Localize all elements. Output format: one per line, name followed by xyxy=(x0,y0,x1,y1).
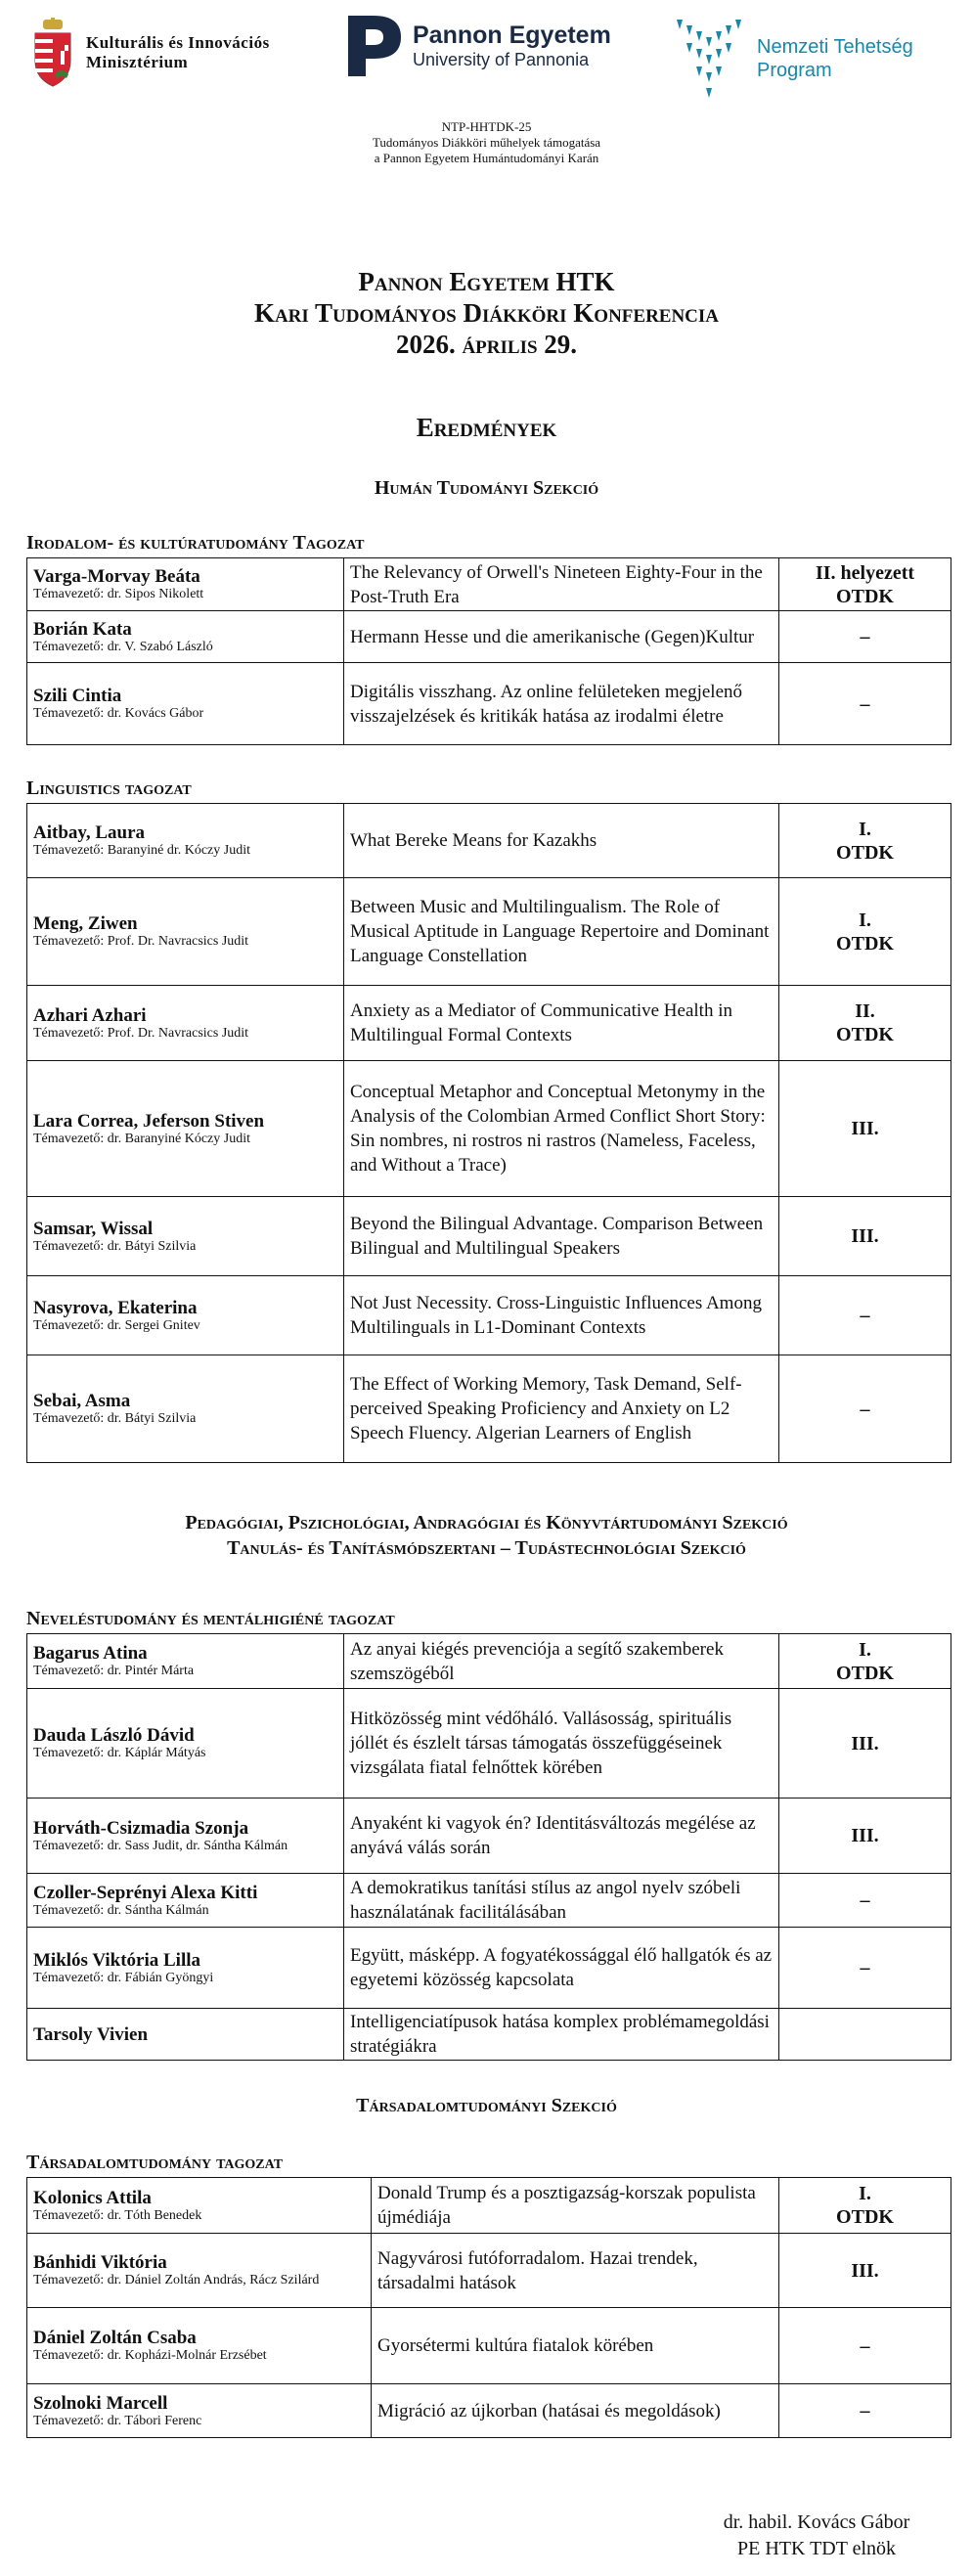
signer-title: PE HTK TDT elnök xyxy=(736,2538,897,2559)
student-name: Miklós Viktória Lilla xyxy=(33,1949,201,1971)
placement-cell xyxy=(779,1355,951,1463)
table-row xyxy=(27,986,951,1061)
ntp-name-line2: Program xyxy=(757,60,832,81)
university-name: Pannon Egyetem xyxy=(413,22,611,49)
table-row xyxy=(27,1799,951,1874)
table-row xyxy=(27,663,951,745)
student-cell xyxy=(27,2178,372,2234)
paper-title: Not Just Necessity. Cross-Linguistic Influences Among Multilinguals in L1-Dominant Contexts xyxy=(344,1276,779,1355)
placement-cell xyxy=(779,2384,951,2438)
placement-cell xyxy=(779,804,951,878)
placement: – xyxy=(860,692,870,715)
paper-title: Anxiety as a Mediator of Communicative Health in Multilingual Formal Contexts xyxy=(344,986,779,1061)
student-cell xyxy=(27,1061,344,1197)
ministry-name-line2: Minisztérium xyxy=(86,53,189,71)
student-name: Dániel Zoltán Csaba xyxy=(33,2328,197,2348)
placement-cell xyxy=(779,2308,951,2384)
placement: III. xyxy=(851,1825,879,1846)
paper-title: Együtt, másképp. A fogyatékossággal élő hallgatók és az egyetemi közösség kapcsolata xyxy=(344,1928,779,2009)
placement-cell xyxy=(779,663,951,745)
ntp-pattern-icon xyxy=(673,14,751,104)
placement-cell xyxy=(779,1928,951,2009)
student-name: Aitbay, Laura xyxy=(33,822,146,843)
ministry-name-line1: Kulturális és Innovációs xyxy=(86,33,270,52)
placement-cell xyxy=(779,986,951,1061)
student-cell xyxy=(27,1276,344,1355)
placement: I. xyxy=(859,909,871,931)
student-cell xyxy=(27,558,344,611)
student-name: Lara Correa, Jeferson Stiven xyxy=(33,1110,265,1132)
student-cell xyxy=(27,2308,372,2384)
paper-title: The Effect of Working Memory, Task Demand, Self-perceived Speaking Proficiency and Anxiety on L2 Speech Fluency. Algerian Learners of English xyxy=(344,1355,779,1463)
student-name: Meng, Ziwen xyxy=(33,913,138,934)
placement-cell xyxy=(779,1874,951,1928)
supervisor-name: Témavezető: dr. Fábián Gyöngyi xyxy=(33,1970,214,1985)
results-table-education xyxy=(26,1633,951,2061)
placement: – xyxy=(860,1889,870,1911)
supervisor-name: Témavezető: dr. Bátyi Szilvia xyxy=(33,1411,197,1426)
placement: III. xyxy=(851,1225,879,1247)
otdk-badge: OTDK xyxy=(836,841,894,864)
supervisor-name: Témavezető: dr. Káplár Mátyás xyxy=(33,1746,206,1760)
student-cell xyxy=(27,2384,372,2438)
placement: III. xyxy=(851,2259,879,2282)
conference-line2: Kari Tudományos Diákköri Konferencia xyxy=(253,298,720,328)
paper-title: Az anyai kiégés prevenciója a segítő szakemberek szemszögéből xyxy=(344,1634,779,1689)
paper-title: Migráció az újkorban (hatásai és megoldások) xyxy=(372,2384,779,2438)
supervisor-name: Témavezető: dr. Sergei Gnitev xyxy=(33,1317,200,1333)
student-name: Czoller-Seprényi Alexa Kitti xyxy=(33,1882,258,1903)
otdk-badge: OTDK xyxy=(836,2206,894,2228)
university-logo xyxy=(344,12,611,80)
student-cell xyxy=(27,986,344,1061)
supervisor-name: Témavezető: dr. V. Szabó László xyxy=(33,639,213,654)
table-row xyxy=(27,804,951,878)
table-row xyxy=(27,2234,951,2308)
student-name: Szili Cintia xyxy=(33,686,122,706)
supervisor-name: Témavezető: dr. Kovács Gábor xyxy=(33,706,204,721)
table-row xyxy=(27,1061,951,1197)
supervisor-name: Témavezető: dr. Bátyi Szilvia xyxy=(33,1238,197,1254)
table-row xyxy=(27,1355,951,1463)
otdk-badge: OTDK xyxy=(836,1024,894,1045)
conference-line1: Pannon Egyetem HTK xyxy=(358,267,615,296)
student-name: Bagarus Atina xyxy=(33,1643,148,1664)
student-name: Dauda László Dávid xyxy=(33,1725,195,1746)
placement: – xyxy=(860,2334,870,2357)
ntp-logo xyxy=(673,14,913,104)
paper-title: Conceptual Metaphor and Conceptual Metonymy in the Analysis of the Colombian Armed Conflict Short Story: Sin nombres, ni rostros ni rastros (Nameless, Faceless, and Without a Trace) xyxy=(344,1061,779,1197)
section-title-pedagogy xyxy=(0,1510,973,1561)
student-name: Sebai, Asma xyxy=(33,1391,131,1411)
placement: I. xyxy=(859,2183,871,2204)
placement: – xyxy=(860,2400,870,2421)
supervisor-name: Témavezető: dr. Sass Judit, dr. Sántha Kálmán xyxy=(33,1838,288,1853)
university-name-en: University of Pannonia xyxy=(413,50,590,69)
student-cell xyxy=(27,1928,344,2009)
results-table-linguistics xyxy=(26,803,951,1463)
signature-block xyxy=(675,2509,958,2562)
student-cell xyxy=(27,2009,344,2061)
table-row xyxy=(27,2009,951,2061)
student-cell xyxy=(27,611,344,663)
otdk-badge: OTDK xyxy=(836,932,894,955)
paper-title: What Bereke Means for Kazakhs xyxy=(344,804,779,878)
supervisor-name: Témavezető: dr. Sántha Kálmán xyxy=(33,1902,209,1918)
table-row xyxy=(27,1874,951,1928)
student-name: Szolnoki Marcell xyxy=(33,2392,168,2414)
group-title-literature: Irodalom- és kultúratudomány Tagozat xyxy=(26,532,365,554)
group-title-social: Társadalomtudomány tagozat xyxy=(26,2152,284,2173)
section-title-social: Társadalomtudományi Szekció xyxy=(356,2095,617,2116)
group-title-education: Neveléstudomány és mentálhigiéné tagozat xyxy=(26,1608,395,1629)
supervisor-name: Témavezető: Prof. Dr. Navracsics Judit xyxy=(33,934,249,949)
student-cell xyxy=(27,1874,344,1928)
grant-info xyxy=(0,119,973,166)
supervisor-name: Témavezető: Prof. Dr. Navracsics Judit xyxy=(33,1025,249,1041)
placement-cell xyxy=(779,2234,951,2308)
section-title-pedagogy-line2: Tanulás- és Tanításmódszertani – Tudástechnológiai Szekció xyxy=(227,1537,746,1559)
results-table-social xyxy=(26,2177,951,2438)
student-name: Samsar, Wissal xyxy=(33,1218,154,1239)
student-name: Azhari Azhari xyxy=(33,1004,147,1026)
paper-title: Hitközösség mint védőháló. Vallásosság, spirituális jóllét és észlelt társas támogatás összefüggéseinek vizsgálata fiatal felnőttek körében xyxy=(344,1689,779,1799)
pannon-p-icon xyxy=(344,12,405,80)
table-row xyxy=(27,2178,951,2234)
student-name: Borián Kata xyxy=(33,618,132,640)
table-row xyxy=(27,1928,951,2009)
grant-title: Tudományos Diákköri műhelyek támogatása xyxy=(372,135,601,150)
conference-title xyxy=(0,266,973,360)
paper-title: Donald Trump és a posztigazság-korszak populista újmédiája xyxy=(372,2178,779,2234)
supervisor-name: Témavezető: Baranyiné dr. Kóczy Judit xyxy=(33,843,250,858)
paper-title: The Relevancy of Orwell's Nineteen Eighty-Four in the Post-Truth Era xyxy=(344,558,779,611)
conference-date: 2026. április 29. xyxy=(395,330,578,359)
placement: – xyxy=(860,1398,870,1420)
ministry-logo xyxy=(31,18,270,88)
paper-title: Nagyvárosi futóforradalom. Hazai trendek, társadalmi hatások xyxy=(372,2234,779,2308)
grant-faculty: a Pannon Egyetem Humántudományi Karán xyxy=(374,151,599,165)
placement-cell xyxy=(779,1276,951,1355)
section-title-human: Humán Tudományi Szekció xyxy=(374,477,599,499)
student-cell xyxy=(27,1689,344,1799)
student-name: Nasyrova, Ekaterina xyxy=(33,1297,198,1318)
supervisor-name: Témavezető: dr. Dániel Zoltán András, Rácz Szilárd xyxy=(33,2273,320,2287)
ntp-name-line1: Nemzeti Tehetség xyxy=(757,36,913,58)
paper-title: Hermann Hesse und die amerikanische (Gegen)Kultur xyxy=(344,611,779,663)
paper-title: A demokratikus tanítási stílus az angol nyelv szóbeli használatának facilitálásában xyxy=(344,1874,779,1928)
placement-cell xyxy=(779,878,951,986)
otdk-badge: OTDK xyxy=(836,1662,894,1684)
grant-code: NTP-HHTDK-25 xyxy=(441,119,532,134)
supervisor-name: Témavezető: dr. Baranyiné Kóczy Judit xyxy=(33,1131,250,1146)
placement: – xyxy=(860,626,870,647)
table-row xyxy=(27,1689,951,1799)
student-name: Bánhidi Viktória xyxy=(33,2252,167,2273)
table-row xyxy=(27,878,951,986)
placement: I. xyxy=(859,818,871,840)
supervisor-name: Témavezető: dr. Tábori Ferenc xyxy=(33,2413,202,2428)
student-cell xyxy=(27,663,344,745)
placement: III. xyxy=(851,1732,879,1754)
table-row xyxy=(27,558,951,611)
supervisor-name: Témavezető: dr. Tóth Benedek xyxy=(33,2207,202,2223)
supervisor-name: Témavezető: dr. Pintér Márta xyxy=(33,1664,195,1678)
placement-cell xyxy=(779,1197,951,1276)
paper-title: Beyond the Bilingual Advantage. Comparison Between Bilingual and Multilingual Speakers xyxy=(344,1197,779,1276)
student-cell xyxy=(27,1634,344,1689)
table-row xyxy=(27,611,951,663)
section-title-pedagogy-line1: Pedagógiai, Pszichológiai, Andragógiai és Könyvtártudományi Szekció xyxy=(185,1512,788,1533)
table-row xyxy=(27,1276,951,1355)
student-cell xyxy=(27,1355,344,1463)
supervisor-name: Témavezető: dr. Kopházi-Molnár Erzsébet xyxy=(33,2348,267,2363)
placement: I. xyxy=(859,1638,871,1661)
table-row xyxy=(27,2308,951,2384)
placement: II. helyezett xyxy=(815,561,915,584)
placement: III. xyxy=(851,1118,879,1139)
table-row xyxy=(27,1634,951,1689)
results-heading: Eredmények xyxy=(416,413,557,442)
placement-cell xyxy=(779,558,951,611)
placement-cell xyxy=(779,2009,951,2061)
otdk-badge: OTDK xyxy=(836,585,894,607)
placement-cell xyxy=(779,1799,951,1874)
results-table-literature xyxy=(26,557,951,745)
student-name: Tarsoly Vivien xyxy=(33,2023,149,2045)
placement-cell xyxy=(779,1061,951,1197)
signer-name: dr. habil. Kovács Gábor xyxy=(723,2511,910,2533)
placement-cell xyxy=(779,1689,951,1799)
placement: – xyxy=(860,1305,870,1326)
paper-title: Gyorsétermi kultúra fiatalok körében xyxy=(372,2308,779,2384)
group-title-linguistics: Linguistics tagozat xyxy=(26,777,192,799)
student-cell xyxy=(27,878,344,986)
student-name: Varga-Morvay Beáta xyxy=(33,566,200,587)
paper-title: Between Music and Multilingualism. The Role of Musical Aptitude in Language Repertoire and Dominant Language Constellation xyxy=(344,878,779,986)
placement: II. xyxy=(855,1000,875,1022)
student-cell xyxy=(27,804,344,878)
placement-cell xyxy=(779,2178,951,2234)
paper-title: Anyaként ki vagyok én? Identitásváltozás megélése az anyává válás során xyxy=(344,1799,779,1874)
hungarian-crest-icon xyxy=(31,18,74,88)
page-header xyxy=(0,8,973,115)
student-cell xyxy=(27,1799,344,1874)
table-row xyxy=(27,2384,951,2438)
placement: – xyxy=(860,1957,870,1978)
table-row xyxy=(27,1197,951,1276)
placement-cell xyxy=(779,1634,951,1689)
student-cell xyxy=(27,1197,344,1276)
supervisor-name: Témavezető: dr. Sipos Nikolett xyxy=(33,587,204,601)
student-name: Kolonics Attila xyxy=(33,2187,152,2208)
student-name: Horváth-Csizmadia Szonja xyxy=(33,1817,249,1839)
paper-title: Intelligenciatípusok hatása komplex problémamegoldási stratégiákra xyxy=(344,2009,779,2061)
student-cell xyxy=(27,2234,372,2308)
placement-cell xyxy=(779,611,951,663)
paper-title: Digitális visszhang. Az online felületeken megjelenő visszajelzések és kritikák hatása az irodalmi életre xyxy=(344,663,779,745)
